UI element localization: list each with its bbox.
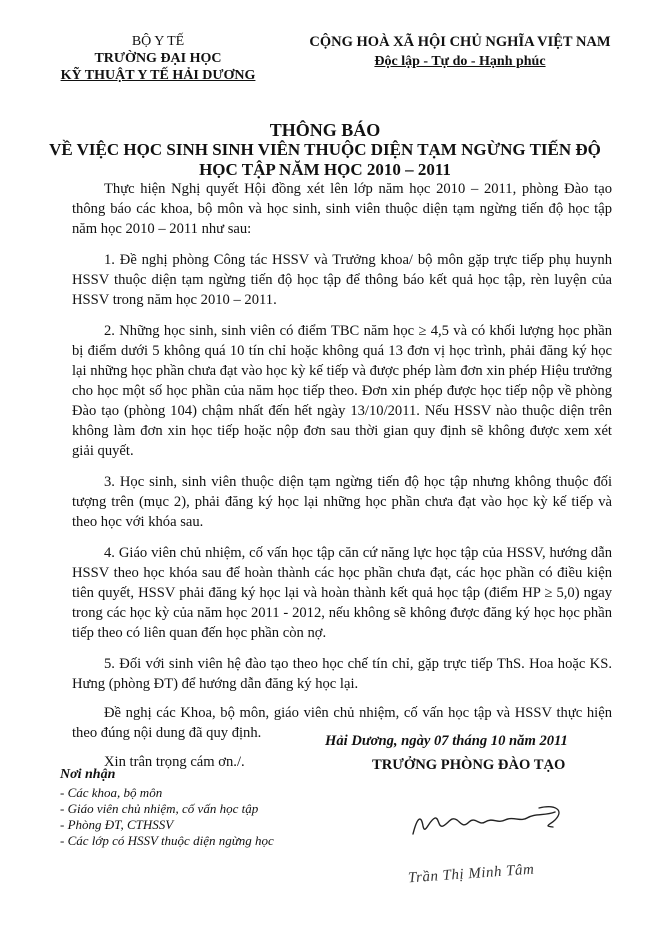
item-2-paragraph: 2. Những học sinh, sinh viên có điểm TBC năm học ≥ 4,5 và có khối lượng học phần bị điểm dưới 5 không quá 10 tín chỉ hoặc không quá 13 đơn vị học trình, phải đăng ký học lại những học phần chưa đạt vào học kỳ kế tiếp và được phép làm đơn xin phép Hiệu trưởng cho học một số học phần của năm học tiếp theo. Đơn xin phép được học tiếp nộp về phòng Đào tạo (phòng 104) chậm nhất đến hết ngày 13/10/2011. Nếu HSSV nào thuộc diện trên không làm đơn xin học tiếp hoặc nộp đơn sau thời gian quy định sẽ không được xem xét giải quyết. — [72, 323, 612, 459]
handwritten-signature — [405, 796, 575, 846]
item-1-paragraph: 1. Đề nghị phòng Công tác HSSV và Trưởng khoa/ bộ môn gặp trực tiếp phụ huynh HSSV thuộc diện tạm ngừng tiến độ học tập để thông báo kết quả học tập, rèn luyện của HSSV trong năm học 2010 – 2011. — [72, 252, 612, 308]
signer-name-handwritten: Trần Thị Minh Tâm — [407, 861, 535, 887]
item-5-paragraph: 5. Đối với sinh viên hệ đào tạo theo học chế tín chỉ, gặp trực tiếp ThS. Hoa hoặc KS. Hưng (phòng ĐT) để hướng dẫn đăng ký học lại. — [72, 656, 612, 692]
recipient-item: - Giáo viên chủ nhiệm, cố vấn học tập — [60, 801, 274, 817]
national-header — [290, 33, 630, 71]
school-name-line1: TRƯỜNG ĐẠI HỌC — [94, 51, 222, 66]
item-4-paragraph: 4. Giáo viên chủ nhiệm, cố vấn học tập căn cứ năng lực học tập của HSSV, hướng dẫn HSSV theo học khóa sau để hoàn thành các học phần chưa đạt, các học phần có điều kiện tiên quyết, HSSV phải đăng ký học lại và hoàn thành kết quả học tập (điểm HP ≥ 5,0) ngay trong các học kỳ của năm học 2011 - 2012, nếu không sẽ không được đăng ký học học phần tiếp theo có liên quan đến học phần còn nợ. — [72, 545, 612, 641]
recipients-list — [60, 767, 274, 849]
document-title — [0, 120, 650, 180]
item-3-paragraph: 3. Học sinh, sinh viên thuộc diện tạm ngừng tiến độ học tập nhưng không thuộc đối tượng trên (mục 2), phải đăng ký học lại những học phần chưa đạt vào học kỳ kế tiếp và theo học với khóa sau. — [72, 474, 612, 530]
request-paragraph: Đề nghị các Khoa, bộ môn, giáo viên chủ nhiệm, cố vấn học tập và HSSV thực hiện theo đúng nội dung đã quy định. — [72, 705, 612, 741]
recipients-heading: Nơi nhận — [60, 767, 116, 782]
title-line-1: THÔNG BÁO — [269, 120, 381, 140]
document-body — [72, 179, 612, 783]
country-name: CỘNG HOÀ XÃ HỘI CHỦ NGHĨA VIỆT NAM — [309, 34, 611, 50]
place-date: Hải Dương, ngày 07 tháng 10 năm 2011 — [325, 733, 568, 749]
title-line-3: HỌC TẬP NĂM HỌC 2010 – 2011 — [199, 160, 451, 179]
national-motto: Độc lập - Tự do - Hạnh phúc — [374, 54, 546, 69]
title-line-2: VỀ VIỆC HỌC SINH SINH VIÊN THUỘC DIỆN TẠM NGỪNG TIẾN ĐỘ — [49, 140, 601, 159]
recipient-item: - Phòng ĐT, CTHSSV — [60, 817, 274, 833]
recipient-item: - Các khoa, bộ môn — [60, 785, 274, 801]
issuer-header — [48, 33, 268, 84]
ministry-name: BỘ Y TẾ — [131, 34, 185, 49]
school-name-line2: KỸ THUẬT Y TẾ HẢI DƯƠNG — [60, 68, 256, 83]
closing-paragraph: Xin trân trọng cám ơn./. — [104, 754, 245, 770]
signer-title: TRƯỞNG PHÒNG ĐÀO TẠO — [372, 757, 566, 773]
intro-paragraph: Thực hiện Nghị quyết Hội đồng xét lên lớp năm học 2010 – 2011, phòng Đào tạo thông báo các khoa, bộ môn và học sinh, sinh viên thuộc diện tạm ngừng tiến độ học tập năm học 2010 – 2011 như sau: — [72, 181, 612, 237]
recipient-item: - Các lớp có HSSV thuộc diện ngừng học — [60, 833, 274, 849]
